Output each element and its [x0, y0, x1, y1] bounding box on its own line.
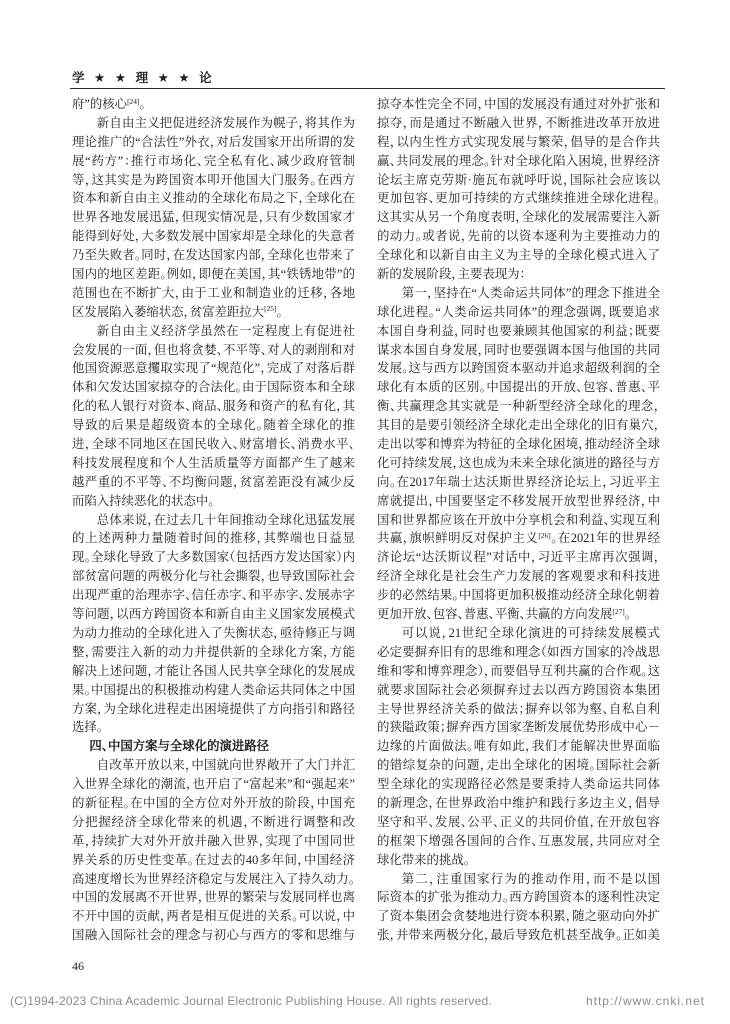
- paragraph: [377, 870, 660, 946]
- text-line: 自改革开放以来，中国就向世界敞开了大门并汇: [96, 758, 355, 773]
- text-line: 而陷入持续恶化的状态中。: [72, 493, 215, 508]
- text-line: 的错综复杂的问题，走出全球化的困境。国际社会新: [377, 758, 660, 773]
- text-line: 可以说，21世纪全球化演进的可持续发展模式: [401, 625, 660, 640]
- text-line: 分把握经济全球化带来的机遇，不断进行调整和改: [72, 814, 355, 829]
- text-line: 发展。这与西方以跨国资本驱动并追求超级利润的全: [377, 361, 660, 376]
- text-segment: 。: [624, 607, 631, 622]
- text-line: 化可持续发展，这也成为未来全球化演进的路径与方: [377, 455, 660, 470]
- text-line: 进，全球不同地区在国民收入、财富增长、消费水平、: [72, 437, 355, 452]
- text-line: 赢、共同发展的理念。针对全球化陷入困境，世界经济: [377, 153, 660, 168]
- paragraph: [377, 95, 660, 284]
- text-line: 整，需要注入新的动力并提供新的全球化方案，方能: [72, 644, 355, 659]
- text-line: 边缘的片面做法。唯有如此，我们才能解决世界面临: [377, 739, 660, 754]
- text-line: 等，这其实是为跨国资本叩开他国大门服务。在西方: [72, 172, 355, 187]
- text-line: 导致的后果是超级资本的全球化。随着全球化的推: [72, 418, 355, 433]
- text-line: 其目的是要引领经济全球化走出全球化的旧有巢穴，: [377, 418, 660, 433]
- text-line: 程，以内生性方式实现发展与繁荣，倡导的是合作共: [377, 134, 660, 149]
- text-line: 论坛主席克劳斯·施瓦布就呼吁说，国际社会应该以: [377, 172, 660, 187]
- text-line: 化的私人银行对资本、商品、服务和资产的私有化，其: [72, 399, 355, 414]
- citation-reference: [24]: [127, 96, 140, 106]
- text-segment: 更加开放、包容、普惠、平衡、共赢的方向发展: [377, 607, 613, 622]
- text-line: [377, 605, 660, 624]
- right-column: [377, 95, 660, 945]
- paragraph: [72, 95, 355, 114]
- text-line: 界关系的历史性变革。在过去的40多年间，中国经济: [72, 852, 355, 867]
- text-line: 理论推广的“合法性”外衣，对后发国家开出所谓的发: [72, 134, 355, 149]
- text-line: 不开中国的贡献，两者是相互促进的关系。可以说，中: [72, 909, 355, 924]
- text-line: 全球化和以新自由主义为主导的全球化模式进入了: [377, 248, 660, 263]
- text-line: 入世界全球化的潮流，也开启了“富起来”和“强起来”: [72, 777, 355, 792]
- text-line: 果。中国提出的积极推动构建人类命运共同体之中国: [72, 682, 355, 697]
- paragraph: [72, 511, 355, 738]
- text-line: 解决上述问题，才能让各国人民共享全球化的发展成: [72, 663, 355, 678]
- text-line: 的框架下增强各国间的合作、互惠发展，共同应对全: [377, 833, 660, 848]
- citation-reference: [27]: [612, 606, 625, 616]
- text-line: 球化进程。“人类命运共同体”的理念强调，既要追求: [377, 304, 660, 319]
- copyright-notice: (C)1994-2023 China Academic Journal Electronic Publishing House. All rights reserved.: [10, 994, 492, 1008]
- paragraph: [72, 322, 355, 511]
- text-line: 部贫富问题的两极分化与社会撕裂，也导致国际社会: [72, 569, 355, 584]
- text-segment: 。: [276, 304, 283, 319]
- page-number: 46: [72, 959, 84, 973]
- paragraph: [72, 756, 355, 945]
- text-line: 经济全球化是社会生产力发展的客观要求和科技进: [377, 569, 660, 584]
- text-line: 的新理念，在世界政治中维护和践行多边主义，倡导: [377, 795, 660, 810]
- text-line: [377, 529, 660, 548]
- text-line: 国和世界都应该在开放中分享机会和利益、实现互利: [377, 512, 660, 527]
- text-line: 体和欠发达国家掠夺的合法化。由于国际资本和全球: [72, 380, 355, 395]
- text-line: 新自由主义把促进经济发展作为幌子，将其作为: [96, 115, 355, 130]
- citation-reference: [26]: [538, 531, 551, 541]
- text-line: 维和零和博弈理念），而要倡导互利共赢的合作观。这: [377, 663, 660, 678]
- text-line: 向。在2017年瑞士达沃斯世界经济论坛上，习近平主: [377, 474, 660, 489]
- paragraph: [72, 114, 355, 322]
- text-line: 的动力。或者说，先前的以资本逐利为主要推动力的: [377, 229, 660, 244]
- text-segment: 区发展陷入萎缩状态，贫富差距拉大: [72, 304, 265, 319]
- text-line: 掠夺本性完全不同，中国的发展没有通过对外扩张和: [377, 97, 660, 111]
- text-line: 必定要摒弃旧有的思维和理念（如西方国家的冷战思: [377, 644, 660, 659]
- text-line: 现。全球化导致了大多数国家（包括西方发达国家）内: [72, 550, 355, 565]
- text-segment: 府”的核心: [72, 97, 128, 111]
- text-line: 国融入国际社会的理念与初心与西方的零和思维与: [72, 928, 355, 943]
- text-line: 谋求本国自身发展，同时也要强调本国与他国的共同: [377, 342, 660, 357]
- paragraph: [377, 284, 660, 624]
- text-line: 的狭隘政策；摒弃西方国家垄断发展优势形成中心－: [377, 720, 660, 735]
- text-segment: 共赢，旗帜鲜明反对保护主义: [377, 531, 539, 546]
- running-title: 学 ★ ★ 理 ★ ★ 论: [72, 70, 215, 85]
- text-line: 了资本集团会贪婪地进行资本积累，随之驱动向外扩: [377, 909, 660, 924]
- text-line: 型全球化的实现路径必然是要秉持人类命运共同体: [377, 777, 660, 792]
- text-line: 主导世界经济关系的做法；摒弃以邻为壑、自私自利: [377, 701, 660, 716]
- text-line: 出现严重的治理赤字、信任赤字、和平赤字、发展赤字: [72, 588, 355, 603]
- text-line: 会发展的一面，但也将贪婪、不平等、对人的剥削和对: [72, 342, 355, 357]
- text-line: 坚守和平、发展、公平、正义的共同价值，在开放包容: [377, 814, 660, 829]
- text-line: 国内的地区差距。例如，即便在美国，其“铁锈地带”的: [72, 267, 355, 282]
- source-url: http://www.cnki.net: [585, 994, 705, 1008]
- text-line: 新自由主义经济学虽然在一定程度上有促进社: [96, 323, 355, 338]
- header-rule: [70, 88, 665, 89]
- text-line: 为动力推动的全球化进入了失衡状态，亟待修正与调: [72, 625, 355, 640]
- section-heading: 四、中国方案与全球化的演进路径: [89, 738, 270, 754]
- text-line: 他国资源恶意攫取实现了“规范化”，完成了对落后群: [72, 361, 355, 376]
- text-line: 济论坛“达沃斯议程”对话中，习近平主席再次强调，: [377, 550, 660, 565]
- text-line: 展“药方”：推行市场化、完全私有化、减少政府管制: [72, 153, 355, 168]
- text-line: 走出以零和博弈为特征的全球化困境，推动经济全球: [377, 437, 660, 452]
- left-column: [72, 95, 355, 945]
- text-line: 世界各地发展迅猛，但现实情况是，只有少数国家才: [72, 210, 355, 225]
- text-line: 科技发展程度和个人生活质量等方面都产生了越来: [72, 455, 355, 470]
- text-line: 的上述两种力量随着时间的推移，其弊端也日益显: [72, 531, 355, 546]
- text-line: 革，持续扩大对外开放并融入世界，实现了中国同世: [72, 833, 355, 848]
- text-line: 选择。: [72, 720, 103, 735]
- text-line: 总体来说，在过去几十年间推动全球化迅猛发展: [96, 512, 355, 527]
- text-line: [72, 95, 355, 114]
- text-line: 第二，注重国家行为的推动作用，而不是以国: [401, 871, 660, 886]
- text-line: 席就提出，中国要坚定不移发展开放型世界经济，中: [377, 493, 660, 508]
- text-line: 球化有本质的区别。中国提出的开放、包容、普惠、平: [377, 380, 660, 395]
- text-line: 的新征程。在中国的全方位对外开放的阶段，中国充: [72, 795, 355, 810]
- text-line: 更加包容、更加可持续的方式继续推进全球化进程。: [377, 191, 660, 206]
- text-segment: 。在2021年的世界经: [550, 531, 660, 546]
- text-line: 越严重的不平等、不均衡问题，贫富差距没有减少反: [72, 474, 355, 489]
- text-line: 张，并带来两极分化，最后导致危机甚至战争。正如美: [377, 928, 660, 943]
- text-line: 掠夺，而是通过不断融入世界，不断推进改革开放进: [377, 115, 660, 130]
- text-line: 范围也在不断扩大，由于工业和制造业的迁移，各地: [72, 285, 355, 300]
- text-line: [72, 303, 355, 322]
- text-line: 方案，为全球化进程走出困境提供了方向指引和路径: [72, 701, 355, 716]
- paragraph: [377, 624, 660, 870]
- text-line: 步的必然结果。中国将更加积极推动经济全球化朝着: [377, 588, 660, 603]
- text-line: 等问题，以西方跨国资本和新自由主义国家发展模式: [72, 607, 355, 622]
- text-line: 高速度增长为世界经济稳定与发展注入了持久动力。: [72, 871, 355, 886]
- text-line: 本国自身利益，同时也要兼顾其他国家的利益；既要: [377, 323, 660, 338]
- text-line: 球化带来的挑战。: [377, 852, 470, 867]
- text-line: 中国的发展离不开世界，世界的繁荣与发展同样也离: [72, 890, 355, 905]
- text-line: 这其实从另一个角度表明，全球化的发展需要注入新: [377, 210, 660, 225]
- text-line: 际资本的扩张为推动力。西方跨国资本的逐利性决定: [377, 890, 660, 905]
- text-line: 新的发展阶段，主要表现为：: [377, 267, 526, 282]
- text-line: 衡、共赢理念其实就是一种新型经济全球化的理念，: [377, 399, 660, 414]
- citation-reference: [25]: [264, 304, 277, 314]
- text-segment: 。: [139, 97, 146, 111]
- text-line: 能得到好处，大多数发展中国家却是全球化的失意者: [72, 229, 355, 244]
- text-line: 第一，坚持在“人类命运共同体”的理念下推进全: [401, 285, 660, 300]
- text-line: 就要求国际社会必须摒弃过去以西方跨国资本集团: [377, 682, 660, 697]
- text-line: 资本和新自由主义推动的全球化布局之下，全球化在: [72, 191, 355, 206]
- text-line: 乃至失败者。同时，在发达国家内部，全球化也带来了: [72, 248, 355, 263]
